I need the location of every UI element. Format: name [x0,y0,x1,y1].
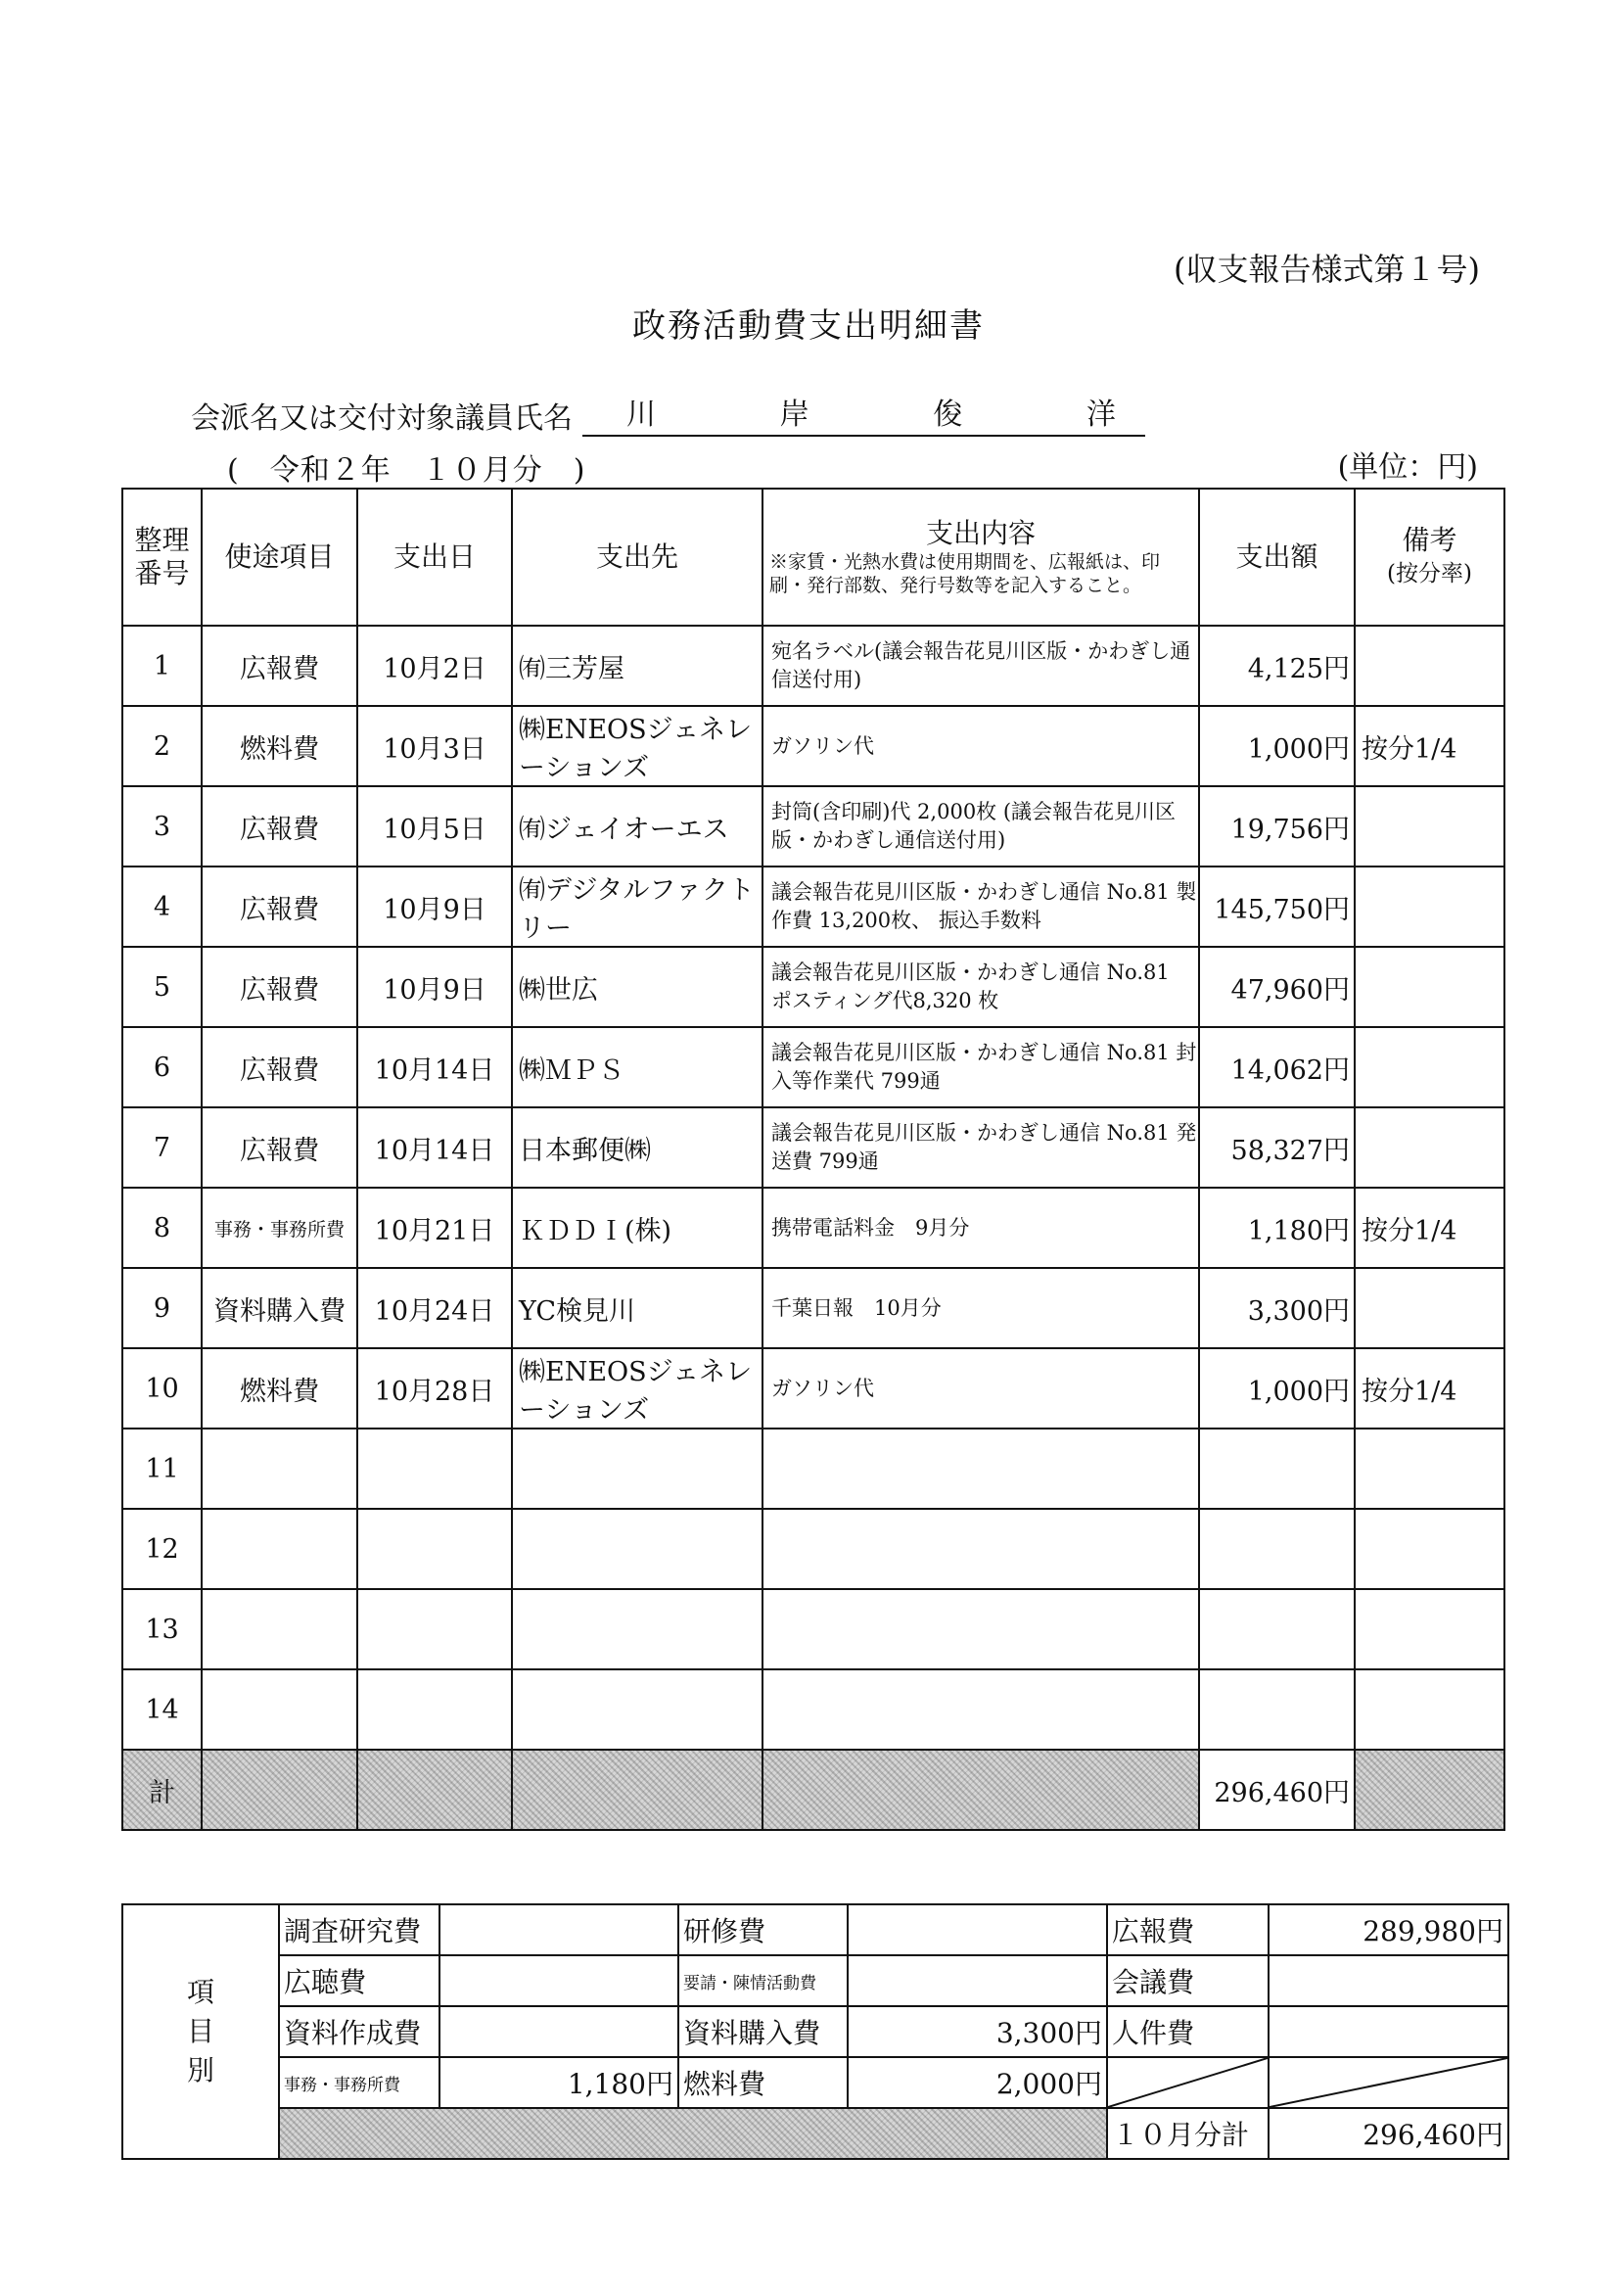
summary-research-label: 調査研究費 [279,1904,439,1955]
row-amount: 145,750円 [1199,867,1355,947]
row-content: 議会報告花見川区版・かわぎし通信 No.81 ポスティング代8,320 枚 [762,947,1199,1027]
row-amount [1199,1669,1355,1750]
row-remarks [1355,867,1504,947]
row-payee: YC検見川 [512,1268,762,1348]
row-payee: ㈱ENEOSジェネレーションズ [512,706,762,786]
row-remarks [1355,1509,1504,1589]
summary-materials-prep-label: 資料作成費 [279,2006,439,2057]
table-row [122,1669,1504,1750]
row-item: 広報費 [202,947,357,1027]
row-amount [1199,1509,1355,1589]
row-content: 千葉日報 10月分 [762,1268,1199,1348]
side-char: 項 [186,1976,214,2008]
row-no: 6 [122,1027,202,1107]
table-row [122,1348,1504,1429]
table-row [122,1509,1504,1589]
summary-month-total-value: 296,460円 [1269,2108,1508,2159]
summary-side-label [122,1904,279,2159]
total-blank [357,1750,512,1830]
row-payee: ㈲三芳屋 [512,626,762,706]
summary-office-label: 事務・事務所費 [279,2057,439,2108]
summary-month-total-label: １０月分計 [1107,2108,1269,2159]
diagonal-line [1270,2058,1507,2107]
header-item: 使途項目 [202,489,357,626]
row-item: 資料購入費 [202,1268,357,1348]
summary-pr-label: 広報費 [1107,1904,1269,1955]
total-row [122,1750,1504,1830]
row-amount [1199,1429,1355,1509]
total-blank [1355,1750,1504,1830]
row-remarks [1355,626,1504,706]
summary-petition-value [848,1955,1107,2006]
summary-office-value: 1,180円 [439,2057,678,2108]
row-remarks [1355,1589,1504,1669]
row-content: 議会報告花見川区版・かわぎし通信 No.81 発送費 799通 [762,1107,1199,1188]
summary-pr-value: 289,980円 [1269,1904,1508,1955]
name-char: 洋 [1086,398,1116,432]
table-row [122,786,1504,867]
row-item: 事務・事務所費 [202,1188,357,1268]
row-amount: 47,960円 [1199,947,1355,1027]
header-date: 支出日 [357,489,512,626]
header-remarks [1355,489,1504,626]
header-content-label: 支出内容 [925,517,1036,549]
row-payee [512,1429,762,1509]
row-content [762,1509,1199,1589]
header-content-note: ※家賃・光熱水費は使用期間を、広報紙は、印刷・発行部数、発行号数等を記入すること。 [769,551,1161,596]
side-char: 別 [186,2054,214,2086]
row-amount: 1,000円 [1199,706,1355,786]
row-no: 4 [122,867,202,947]
row-payee: ＫＤＤＩ(株) [512,1188,762,1268]
row-no: 13 [122,1589,202,1669]
row-date: 10月2日 [357,626,512,706]
summary-diagonal-blank [1107,2057,1269,2108]
row-no: 12 [122,1509,202,1589]
row-date: 10月9日 [357,867,512,947]
table-row [122,626,1504,706]
row-no: 11 [122,1429,202,1509]
row-content: 議会報告花見川区版・かわぎし通信 No.81 封入等作業代 799通 [762,1027,1199,1107]
row-item: 燃料費 [202,1348,357,1429]
row-payee [512,1509,762,1589]
row-date [357,1669,512,1750]
row-date: 10月5日 [357,786,512,867]
row-date: 10月28日 [357,1348,512,1429]
row-date: 10月24日 [357,1268,512,1348]
summary-petition-label: 要請・陳情活動費 [678,1955,848,2006]
summary-materials-buy-label: 資料購入費 [678,2006,848,2057]
row-remarks: 按分1/4 [1355,706,1504,786]
summary-fuel-label: 燃料費 [678,2057,848,2108]
table-row [122,867,1504,947]
diagonal-line [1108,2058,1268,2107]
summary-diagonal-blank [1269,2057,1508,2108]
period: ( 令和２年 １０月分 ) [227,453,586,488]
row-amount: 14,062円 [1199,1027,1355,1107]
name-char: 岸 [779,398,809,432]
side-char: 目 [186,2015,214,2047]
row-date: 10月9日 [357,947,512,1027]
table-row [122,1589,1504,1669]
row-date [357,1589,512,1669]
total-label: 計 [122,1750,202,1830]
row-content: ガソリン代 [762,706,1199,786]
row-item: 広報費 [202,626,357,706]
row-no: 14 [122,1669,202,1750]
summary-meeting-value [1269,1955,1508,2006]
name-line [191,390,1145,437]
summary-materials-buy-value: 3,300円 [848,2006,1107,2057]
summary-meeting-label: 会議費 [1107,1955,1269,2006]
row-amount: 19,756円 [1199,786,1355,867]
table-row [122,1188,1504,1268]
row-payee [512,1669,762,1750]
row-amount [1199,1589,1355,1669]
header-content [762,489,1199,626]
row-payee: ㈱世広 [512,947,762,1027]
table-row [122,947,1504,1027]
total-blank [512,1750,762,1830]
row-payee: ㈲ジェイオーエス [512,786,762,867]
total-blank [202,1750,357,1830]
row-remarks: 按分1/4 [1355,1348,1504,1429]
row-item [202,1429,357,1509]
row-item: 広報費 [202,867,357,947]
row-no: 5 [122,947,202,1027]
row-no: 1 [122,626,202,706]
row-payee: 日本郵便㈱ [512,1107,762,1188]
table-row [122,1429,1504,1509]
row-no: 3 [122,786,202,867]
row-no: 2 [122,706,202,786]
row-amount: 1,000円 [1199,1348,1355,1429]
row-item: 広報費 [202,786,357,867]
row-payee: ㈱ＭＰＳ [512,1027,762,1107]
header-amount: 支出額 [1199,489,1355,626]
row-item [202,1669,357,1750]
summary-hearing-value [439,1955,678,2006]
row-content [762,1429,1199,1509]
row-no: 9 [122,1268,202,1348]
unit-label: (単位：円) [1337,450,1478,485]
name-char: 俊 [933,398,963,432]
summary-personnel-label: 人件費 [1107,2006,1269,2057]
summary-hearing-label: 広聴費 [279,1955,439,2006]
summary-personnel-value [1269,2006,1508,2057]
row-content [762,1589,1199,1669]
summary-hatched-blank [279,2108,1107,2159]
row-date: 10月21日 [357,1188,512,1268]
expense-table [121,488,1505,1831]
row-amount: 3,300円 [1199,1268,1355,1348]
row-item: 燃料費 [202,706,357,786]
row-remarks [1355,1107,1504,1188]
row-remarks [1355,786,1504,867]
row-date: 10月14日 [357,1027,512,1107]
row-payee: ㈲デジタルファクトリー [512,867,762,947]
table-row [122,1268,1504,1348]
summary-materials-prep-value [439,2006,678,2057]
header-remarks-label: 備考 [1402,524,1457,556]
table-row [122,1107,1504,1188]
row-content: 携帯電話料金 9月分 [762,1188,1199,1268]
row-item: 広報費 [202,1107,357,1188]
row-content [762,1669,1199,1750]
row-payee [512,1589,762,1669]
row-date: 10月3日 [357,706,512,786]
row-remarks [1355,1429,1504,1509]
summary-training-label: 研修費 [678,1904,848,1955]
row-no: 7 [122,1107,202,1188]
summary-table [121,1903,1509,2160]
row-content: ガソリン代 [762,1348,1199,1429]
row-amount: 58,327円 [1199,1107,1355,1188]
row-payee: ㈱ENEOSジェネレーションズ [512,1348,762,1429]
row-date: 10月14日 [357,1107,512,1188]
table-row [122,706,1504,786]
row-remarks [1355,1268,1504,1348]
summary-fuel-value: 2,000円 [848,2057,1107,2108]
name-label: 会派名又は交付対象議員氏名 [191,401,573,436]
total-blank [762,1750,1199,1830]
total-amount: 296,460円 [1199,1750,1355,1830]
name-value [582,390,1145,437]
row-amount: 4,125円 [1199,626,1355,706]
header-remarks-sub: (按分率) [1387,561,1472,586]
header-no: 整理番号 [122,489,202,626]
row-content: 宛名ラベル(議会報告花見川区版・かわぎし通信送付用) [762,626,1199,706]
row-no: 10 [122,1348,202,1429]
row-item [202,1509,357,1589]
summary-training-value [848,1904,1107,1955]
summary-research-value [439,1904,678,1955]
row-no: 8 [122,1188,202,1268]
document-title: 政務活動費支出明細書 [632,306,985,346]
header-payee: 支出先 [512,489,762,626]
table-row [122,1027,1504,1107]
row-item: 広報費 [202,1027,357,1107]
row-content: 議会報告花見川区版・かわぎし通信 No.81 製作費 13,200枚、 振込手数料 [762,867,1199,947]
row-content: 封筒(含印刷)代 2,000枚 (議会報告花見川区版・かわぎし通信送付用) [762,786,1199,867]
row-date [357,1429,512,1509]
row-remarks [1355,1027,1504,1107]
row-amount: 1,180円 [1199,1188,1355,1268]
row-remarks: 按分1/4 [1355,1188,1504,1268]
row-item [202,1589,357,1669]
form-number: (収支報告様式第１号) [1174,251,1480,288]
row-remarks [1355,947,1504,1027]
row-date [357,1509,512,1589]
name-char: 川 [626,398,656,432]
row-remarks [1355,1669,1504,1750]
